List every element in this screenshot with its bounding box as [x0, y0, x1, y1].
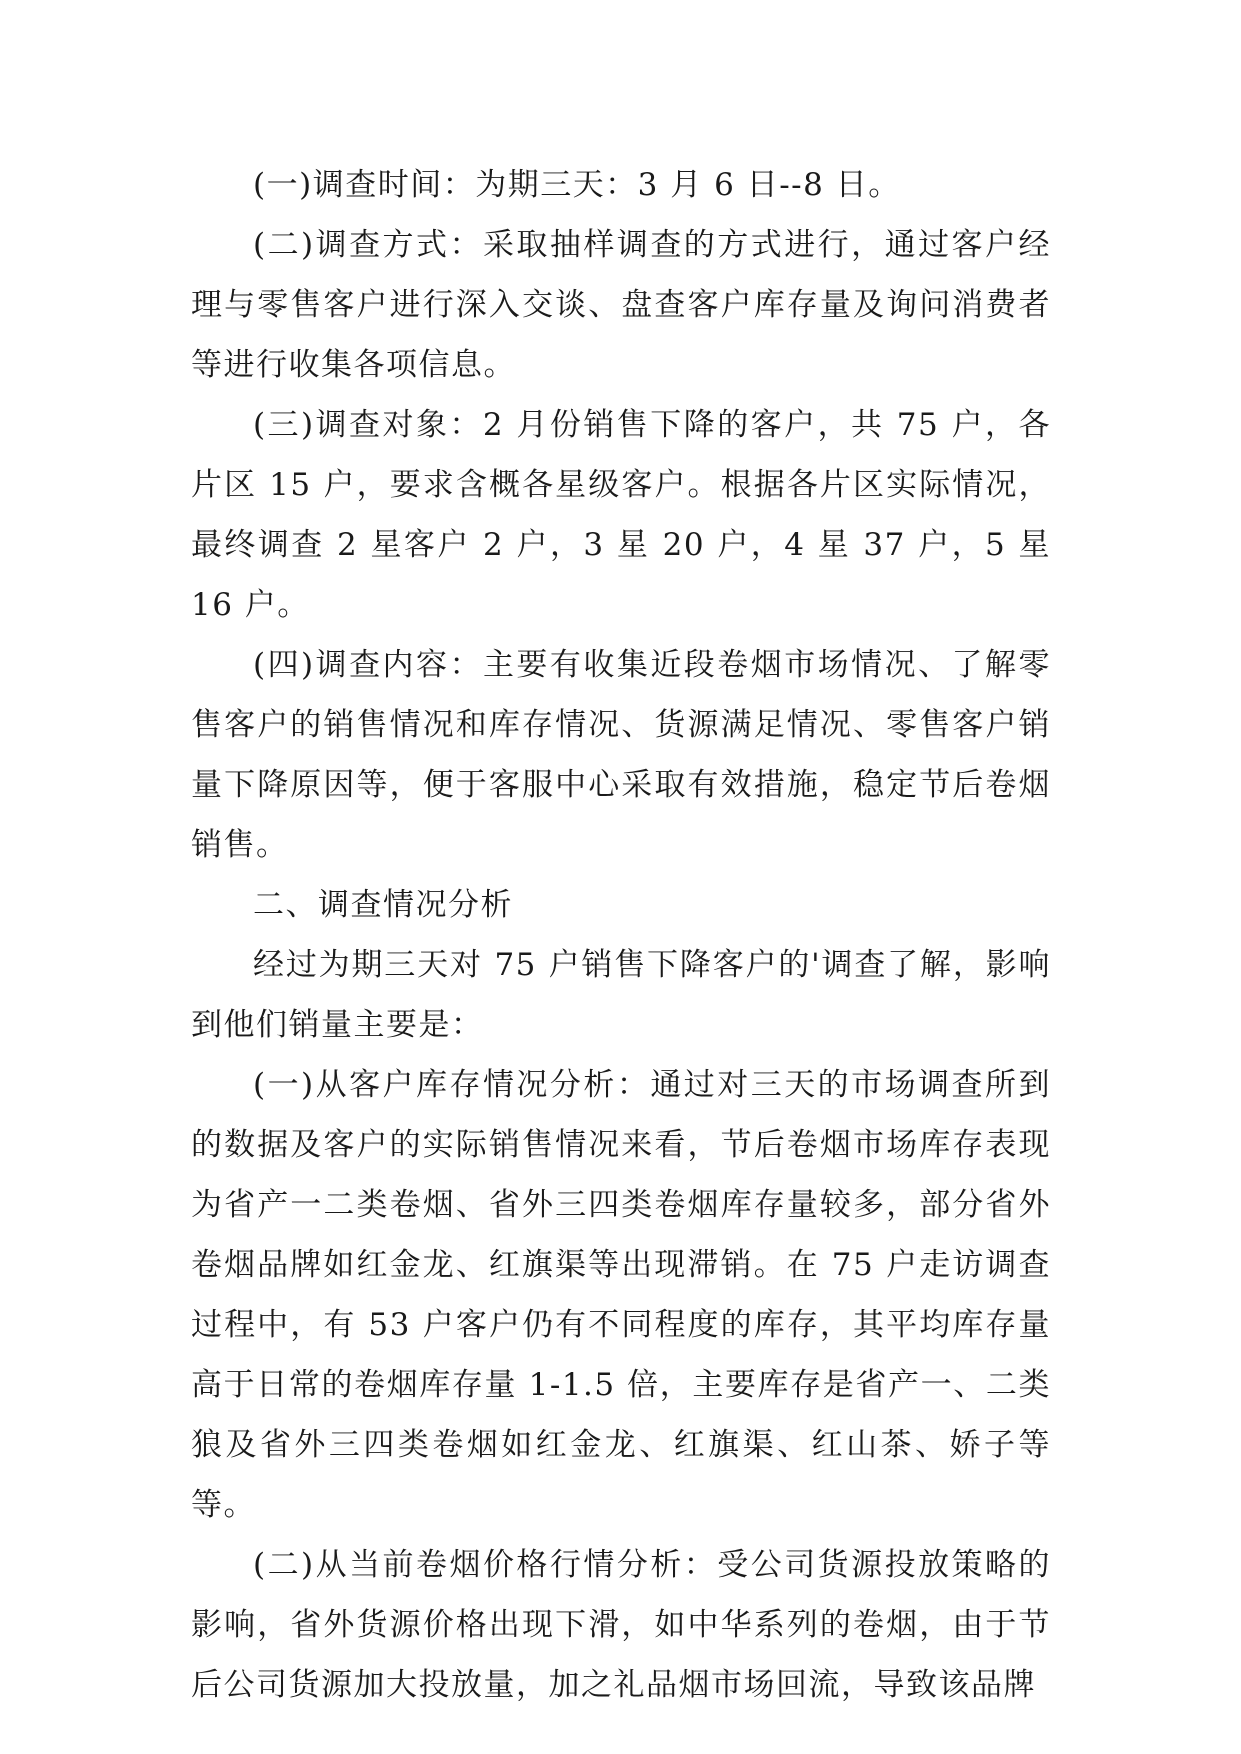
document-body	[191, 155, 1051, 1715]
paragraph-survey-content: (四)调查内容：主要有收集近段卷烟市场情况、了解零售客户的销售情况和库存情况、货源满足情况、零售客户销量下降原因等，便于客服中心采取有效措施，稳定节后卷烟销售。	[191, 647, 1051, 863]
paragraph-price-analysis: (二)从当前卷烟价格行情分析：受公司货源投放策略的影响，省外货源价格出现下滑，如中华系列的卷烟，由于节后公司货源加大投放量，加之礼品烟市场回流，导致该品牌	[191, 1547, 1051, 1703]
paragraph-survey-subjects: (三)调查对象：2 月份销售下降的客户，共 75 户，各片区 15 户，要求含概各星级客户。根据各片区实际情况，最终调查 2 星客户 2 户，3 星 20 户，4 星 37 户，5 星 16 户。	[191, 407, 1051, 623]
paragraph-inventory-analysis: (一)从客户库存情况分析：通过对三天的市场调查所到的数据及客户的实际销售情况来看，节后卷烟市场库存表现为省产一二类卷烟、省外三四类卷烟库存量较多，部分省外卷烟品牌如红金龙、红旗渠等出现滞销。在 75 户走访调查过程中，有 53 户客户仍有不同程度的库存，其平均库存量高于日常的卷烟库存量 1-1.5 倍，主要库存是省产一、二类狼及省外三四类卷烟如红金龙、红旗渠、红山茶、娇子等等。	[191, 1067, 1051, 1523]
section-heading-analysis: 二、调查情况分析	[253, 887, 513, 923]
paragraph-analysis-intro: 经过为期三天对 75 户销售下降客户的'调查了解，影响到他们销量主要是：	[191, 947, 1051, 1043]
paragraph-survey-method: (二)调查方式：采取抽样调查的方式进行，通过客户经理与零售客户进行深入交谈、盘查客户库存量及询问消费者等进行收集各项信息。	[191, 227, 1051, 383]
paragraph-survey-time: (一)调查时间：为期三天：3 月 6 日--8 日。	[253, 167, 901, 203]
